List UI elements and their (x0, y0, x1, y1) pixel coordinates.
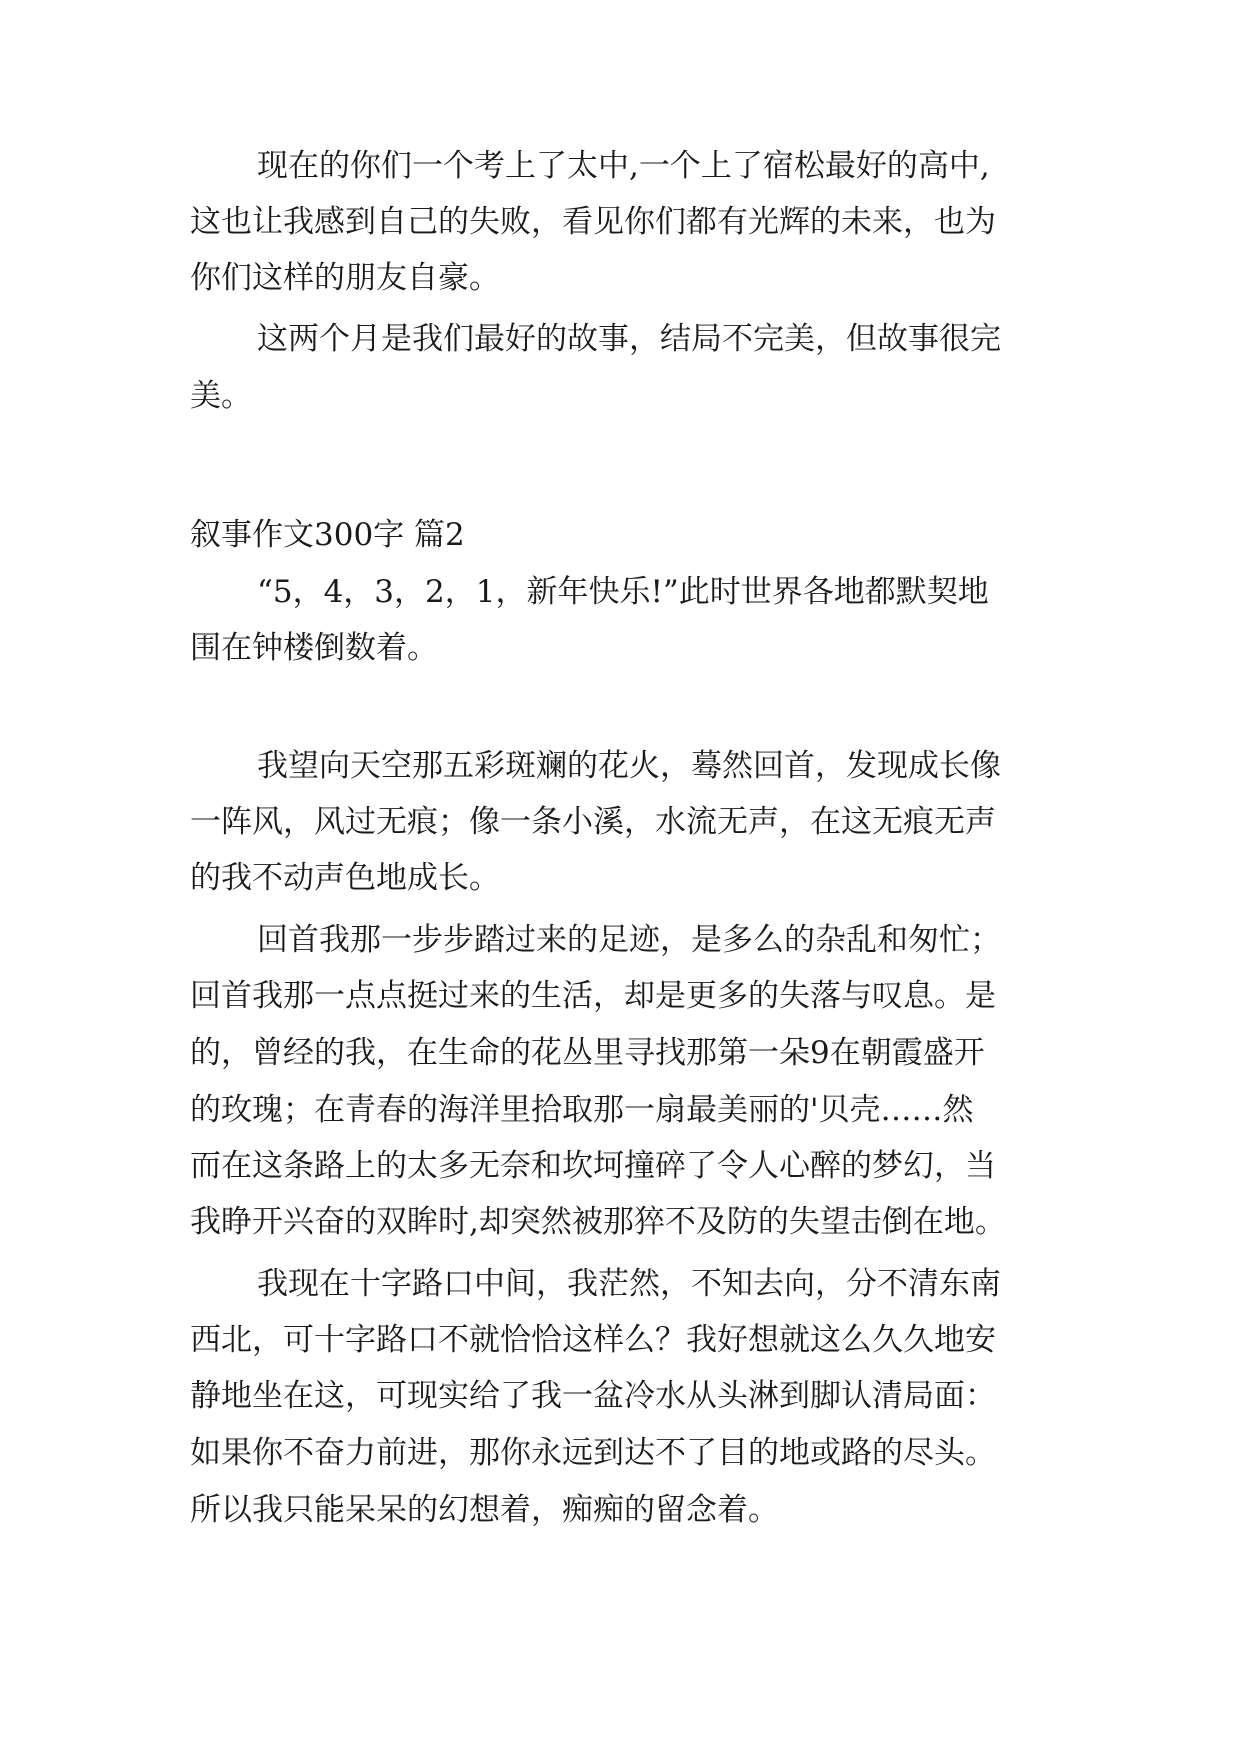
paragraph-line: 这两个月是我们最好的故事，结局不完美，但故事很完 (257, 321, 1001, 357)
paragraph-line: “5，4，3，2，1，新年快乐!”此时世界各地都默契地 (257, 574, 989, 610)
paragraph-line: 静地坐在这，可现实给了我一盆冷水从头淋到脚认清局面： (190, 1378, 996, 1414)
paragraph-line: 围在钟楼倒数着。 (190, 630, 438, 666)
paragraph-line: 回首我那一点点挺过来的生活，却是更多的失落与叹息。是 (190, 978, 996, 1014)
paragraph-line: 一阵风，风过无痕；像一条小溪，水流无声，在这无痕无声 (190, 804, 996, 840)
paragraph-line: 的我不动声色地成长。 (190, 860, 500, 896)
paragraph-line: 的，曾经的我，在生命的花丛里寻找那第一朵9在朝霞盛开 (190, 1035, 985, 1071)
paragraph-line: 如果你不奋力前进，那你永远到达不了目的地或路的尽头。 (190, 1435, 996, 1471)
paragraph-line: 美。 (190, 378, 252, 414)
paragraph-line: 而在这条路上的太多无奈和坎坷撞碎了令人心醉的梦幻，当 (190, 1148, 996, 1184)
paragraph-line: 我望向天空那五彩斑斓的花火，蓦然回首，发现成长像 (257, 748, 1001, 784)
paragraph-line: 你们这样的朋友自豪。 (190, 260, 500, 296)
paragraph-line: 我睁开兴奋的双眸时,却突然被那猝不及防的失望击倒在地。 (190, 1204, 1006, 1240)
paragraph-line: 回首我那一步步踏过来的足迹，是多么的杂乱和匆忙； (257, 922, 1001, 958)
paragraph-line: 所以我只能呆呆的幻想着，痴痴的留念着。 (190, 1492, 779, 1528)
paragraph-line: 这也让我感到自己的失败，看见你们都有光辉的未来，也为 (190, 204, 996, 240)
paragraph-line: 我现在十字路口中间，我茫然，不知去向，分不清东南 (257, 1266, 1001, 1302)
paragraph-line: 现在的你们一个考上了太中,一个上了宿松最好的高中, (257, 148, 990, 184)
paragraph-line: 西北，可十字路口不就恰恰这样么？我好想就这么久久地安 (190, 1322, 996, 1358)
section-heading: 叙事作文300字 篇2 (190, 517, 465, 553)
paragraph-line: 的玫瑰；在青春的海洋里拾取那一扇最美丽的'贝壳……然 (190, 1092, 974, 1128)
